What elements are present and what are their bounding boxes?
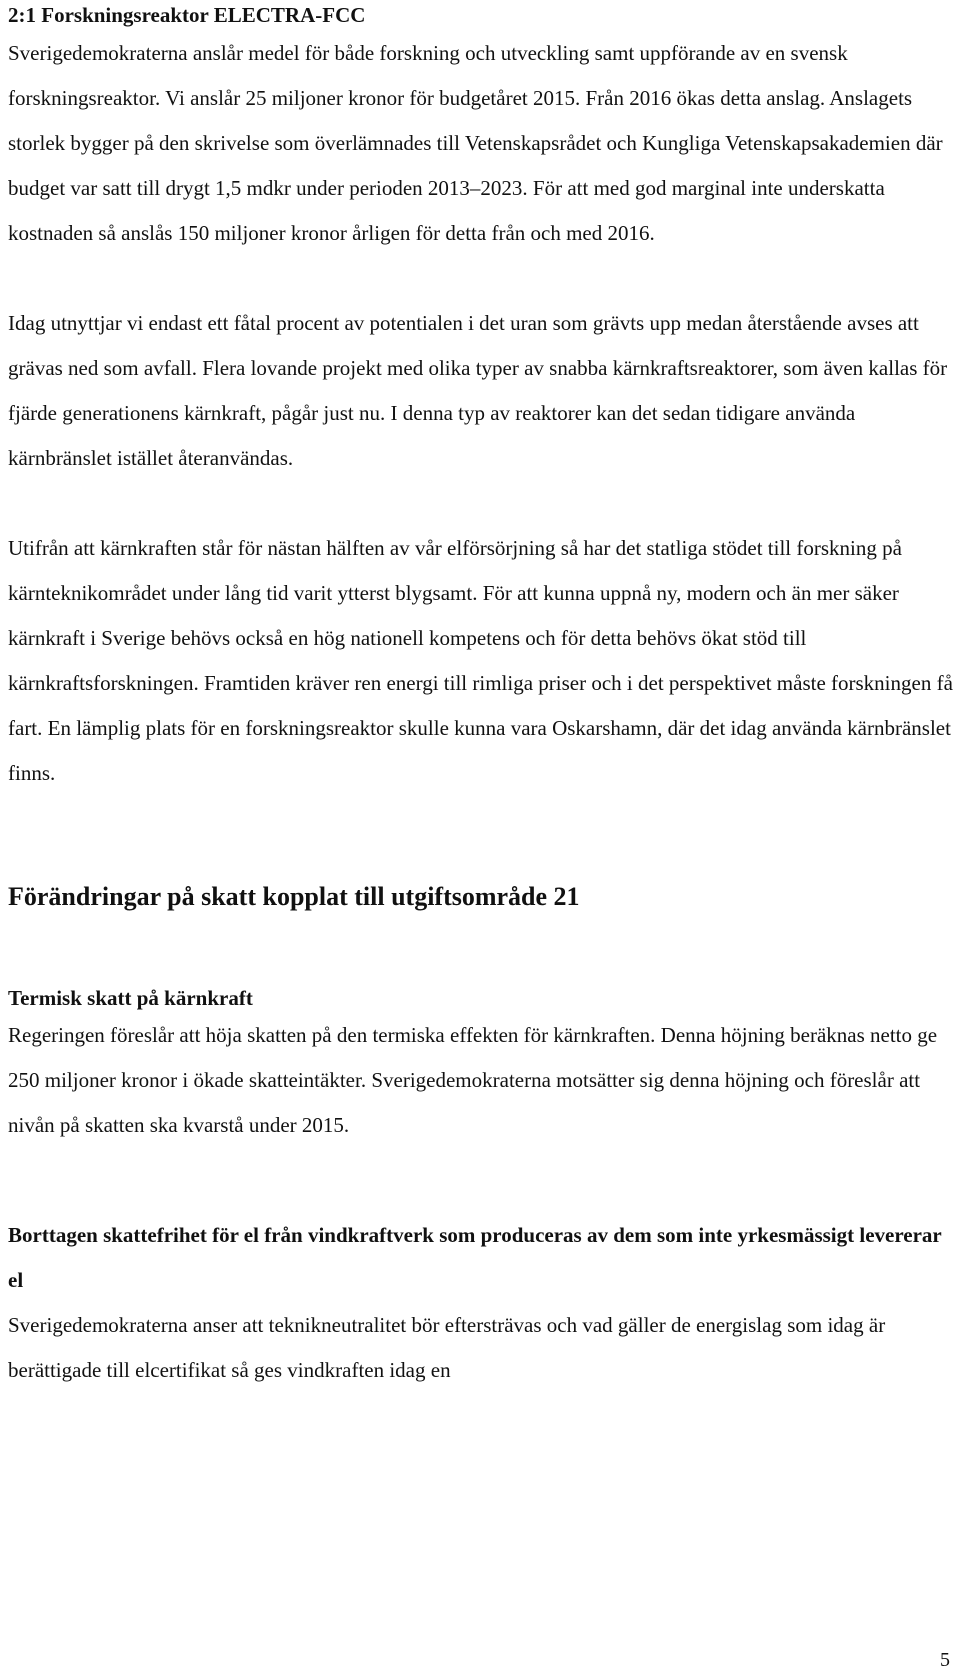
- paragraph-vindkraft: Sverigedemokraterna anser att teknikneutralitet bör eftersträvas och vad gäller de energislag som idag är berättigade till elcertifikat så ges vindkraften idag en: [8, 1313, 886, 1382]
- section-spacer: [8, 796, 953, 880]
- page-number: 5: [940, 1649, 950, 1671]
- document-page: [8, 0, 953, 1393]
- subheading-termisk-skatt: Termisk skatt på kärnkraft: [8, 986, 253, 1010]
- main-heading-skatt: Förändringar på skatt kopplat till utgiftsområde 21: [8, 882, 580, 911]
- section-heading-forskningsreaktor: 2:1 Forskningsreaktor ELECTRA-FCC: [8, 3, 366, 27]
- paragraph-termisk-skatt: Regeringen föreslår att höja skatten på den termiska effekten för kärnkraften. Denna höjning beräknas netto ge 250 miljoner kronor i ökade skatteintäkter. Sverigedemokraterna motsätter sig denna höjning och föreslår att nivån på skatten ska kvarstå under 2015.: [8, 1023, 938, 1137]
- section-spacer: [8, 1148, 953, 1213]
- paragraph-uran-potential: Idag utnyttjar vi endast ett fåtal procent av potentialen i det uran som grävts upp medan återstående avses att grävas ned som avfall. Flera lovande projekt med olika typer av snabba kärnkraftsreaktorer, som även kallas för fjärde generationens kärnkraft, pågår just nu. I denna typ av reaktorer kan det sedan tidigare använda kärnbränslet istället återanvändas.: [8, 311, 948, 470]
- paragraph-spacer: [8, 481, 953, 526]
- subheading-vindkraft-skattefrihet: Borttagen skattefrihet för el från vindkraftverk som produceras av dem som inte yrkesmässigt levererar el: [8, 1223, 942, 1292]
- paragraph-forskningsreaktor-budget: Sverigedemokraterna anslår medel för både forskning och utveckling samt uppförande av en svensk forskningsreaktor. Vi anslår 25 miljoner kronor för budgetåret 2015. Från 2016 ökas detta anslag. Anslagets storlek bygger på den skrivelse som överlämnades till Vetenskapsrådet och Kungliga Vetenskapsakademien där budget var satt till drygt 1,5 mdkr under perioden 2013–2023. För att med god marginal inte underskatta kostnaden så anslås 150 miljoner kronor årligen för detta från och med 2016.: [8, 41, 943, 245]
- section-spacer: [8, 914, 953, 981]
- paragraph-spacer: [8, 256, 953, 301]
- paragraph-karnkraft-forskning: Utifrån att kärnkraften står för nästan hälften av vår elförsörjning så har det statliga stödet till forskning på kärnteknikområdet under lång tid varit ytterst blygsamt. För att kunna uppnå ny, modern och än mer säker kärnkraft i Sverige behövs också en hög nationell kompetens och för detta behövs ökat stöd till kärnkraftsforskningen. Framtiden kräver ren energi till rimliga priser och i det perspektivet måste forskningen få fart. En lämplig plats för en forskningsreaktor skulle kunna vara Oskarshamn, där det idag använda kärnbränslet finns.: [8, 536, 953, 785]
